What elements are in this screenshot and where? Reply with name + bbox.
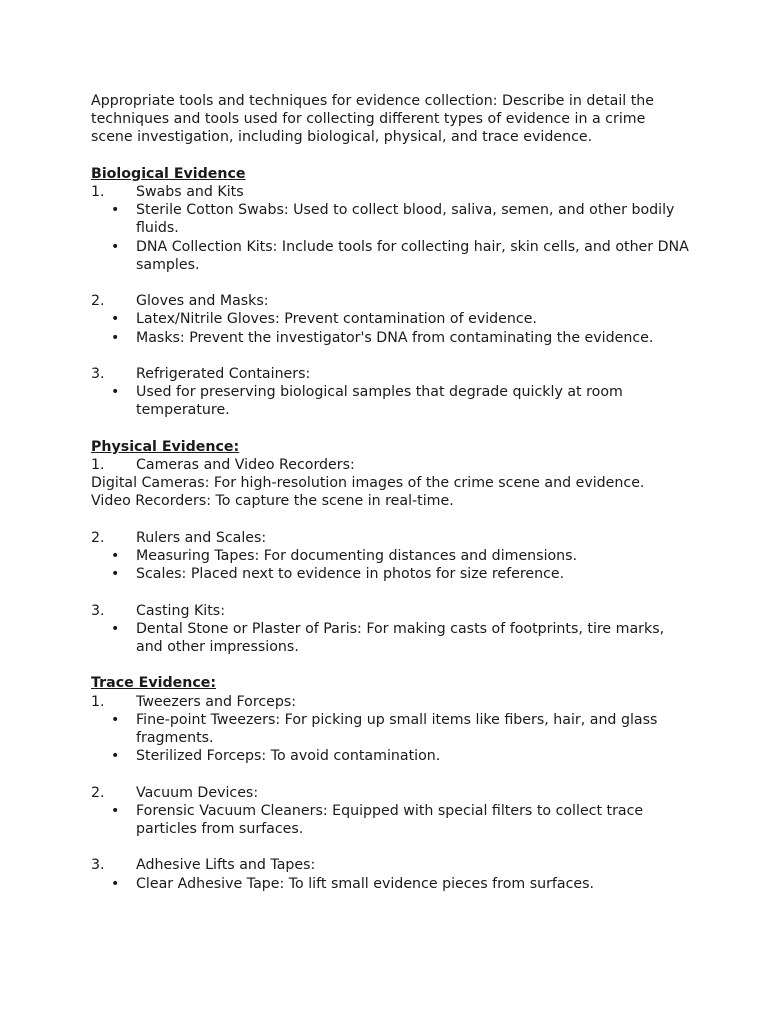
item-title: Rulers and Scales:: [136, 529, 267, 546]
bullet-list: [91, 711, 691, 766]
plain-line: Video Recorders: To capture the scene in real-time.: [91, 493, 454, 510]
document-page: [91, 92, 691, 893]
bullet-list: [91, 547, 691, 583]
bullet-item: • Sterilized Forceps: To avoid contamination.: [91, 747, 691, 765]
item-title: Refrigerated Containers:: [136, 366, 311, 382]
item-number: 1.: [91, 693, 105, 710]
item-title: Cameras and Video Recorders:: [136, 457, 355, 473]
numbered-item: [91, 183, 691, 201]
item-number: 2.: [91, 529, 105, 546]
numbered-item: [91, 602, 691, 620]
bullet-item: • Clear Adhesive Tape: To lift small evidence pieces from surfaces.: [91, 875, 691, 893]
numbered-item: [91, 529, 691, 547]
item-title: Casting Kits:: [136, 602, 225, 619]
item-title: Adhesive Lifts and Tapes:: [136, 857, 316, 874]
numbered-item: [91, 693, 691, 711]
bullet-item: • Dental Stone or Plaster of Paris: For making casts of footprints, tire marks, and other impressions.: [91, 620, 691, 656]
item-number: 3.: [91, 366, 105, 382]
item-number: 2.: [91, 293, 105, 310]
bullet-list: [91, 201, 691, 274]
bullet-item: • Used for preserving biological samples that degrade quickly at room temperature.: [91, 383, 691, 419]
item-number: 1.: [91, 457, 105, 473]
item-number: 1.: [91, 184, 105, 200]
bullet-item: • Sterile Cotton Swabs: Used to collect blood, saliva, semen, and other bodily fluids.: [91, 201, 691, 237]
item-number: 3.: [91, 857, 105, 874]
section-heading: Trace Evidence:: [91, 675, 217, 692]
bullet-list: [91, 875, 691, 893]
item-number: 3.: [91, 602, 105, 619]
item-title: Tweezers and Forceps:: [136, 693, 297, 710]
section-physical-evidence: [91, 438, 691, 656]
bullet-item: • Masks: Prevent the investigator's DNA from contaminating the evidence.: [91, 329, 691, 347]
numbered-item: [91, 292, 691, 310]
bullet-list: [91, 620, 691, 656]
bullet-item: • Forensic Vacuum Cleaners: Equipped with special filters to collect trace particles from surfaces.: [91, 802, 691, 838]
item-number: 2.: [91, 784, 105, 801]
bullet-item: • DNA Collection Kits: Include tools for collecting hair, skin cells, and other DNA samples.: [91, 238, 691, 274]
bullet-list: [91, 310, 691, 346]
bullet-list: [91, 802, 691, 838]
numbered-item: [91, 365, 691, 383]
section-heading: Biological Evidence: [91, 165, 246, 182]
bullet-item: • Scales: Placed next to evidence in photos for size reference.: [91, 565, 691, 583]
item-title: Swabs and Kits: [136, 184, 244, 200]
section-trace-evidence: [91, 674, 691, 892]
section-biological-evidence: [91, 165, 691, 420]
bullet-item: • Fine-point Tweezers: For picking up small items like fibers, hair, and glass fragments.: [91, 711, 691, 747]
item-title: Gloves and Masks:: [136, 293, 269, 310]
plain-line: Digital Cameras: For high-resolution images of the crime scene and evidence.: [91, 475, 645, 492]
item-title: Vacuum Devices:: [136, 784, 259, 801]
bullet-list: [91, 383, 691, 419]
bullet-item: • Measuring Tapes: For documenting distances and dimensions.: [91, 547, 691, 565]
intro-paragraph: Appropriate tools and techniques for evidence collection: Describe in detail the techniques and tools used for collecting different types of evidence in a crime scene investigation, including biological, physical, and trace evidence.: [91, 93, 654, 146]
numbered-item: [91, 856, 691, 874]
bullet-item: • Latex/Nitrile Gloves: Prevent contamination of evidence.: [91, 310, 691, 328]
numbered-item: [91, 784, 691, 802]
numbered-item: [91, 456, 691, 474]
section-heading: Physical Evidence:: [91, 438, 240, 455]
